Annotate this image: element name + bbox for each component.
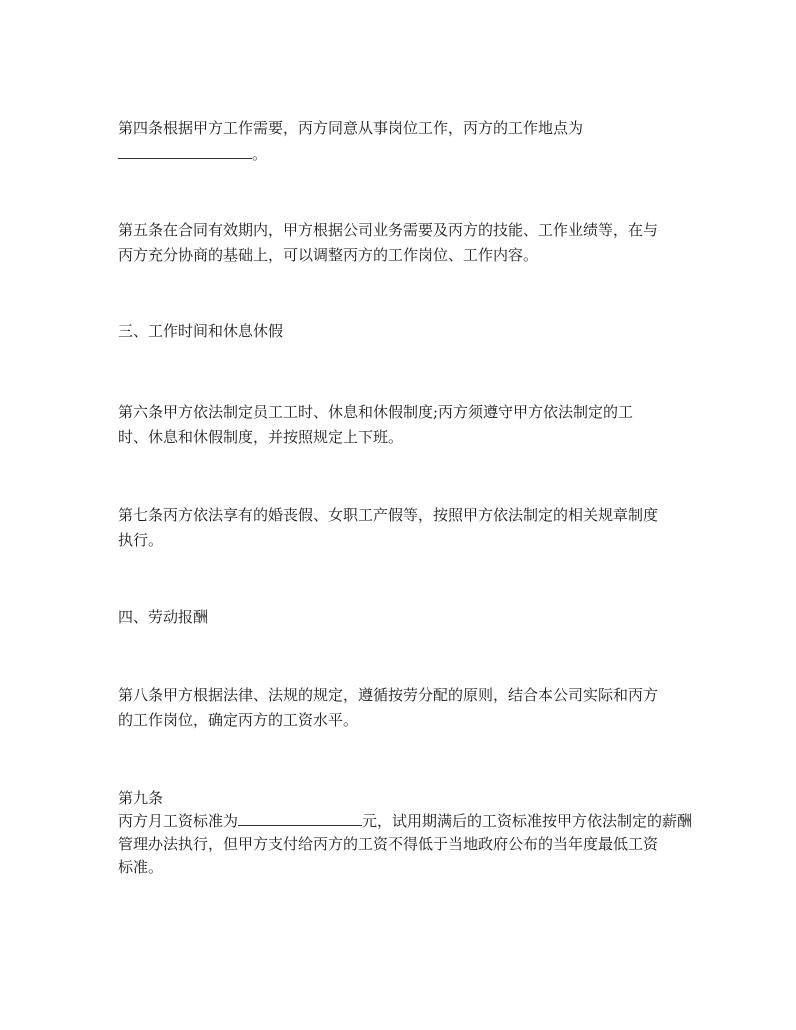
article-8-line-1: 第八条甲方根据法律、法规的规定，遵循按劳分配的原则，结合本公司实际和丙方 — [118, 686, 659, 704]
article-4-end-mark: 。 — [252, 145, 268, 163]
article-4-line-1: 第四条根据甲方工作需要，丙方同意从事岗位工作，丙方的工作地点为 — [118, 119, 584, 137]
article-9-line-3: 标准。 — [118, 858, 164, 876]
article-5-line-1: 第五条在合同有效期内，甲方根据公司业务需要及丙方的技能、工作业绩等，在与 — [118, 221, 659, 239]
article-7-line-2: 执行。 — [118, 531, 164, 549]
article-6-line-2: 时、休息和休假制度，并按照规定上下班。 — [118, 428, 404, 446]
article-8-line-2: 的工作岗位，确定丙方的工资水平。 — [118, 711, 359, 729]
article-6-line-1: 第六条甲方依法制定员工工时、休息和休假制度;丙方须遵守甲方依法制定的工 — [118, 403, 634, 421]
section-3-heading: 三、工作时间和休息休假 — [118, 322, 284, 340]
article-9-title: 第九条 — [118, 789, 164, 807]
section-4-heading: 四、劳动报酬 — [118, 608, 209, 626]
article-4-line-2 — [118, 143, 267, 165]
article-9-line-1-suffix: 元，试用期满后的工资标准按甲方依法制定的薪酬 — [362, 812, 693, 830]
article-9-line-1-prefix: 丙方月工资标准为 — [118, 812, 239, 830]
article-5-line-2: 丙方充分协商的基础上，可以调整丙方的工作岗位、工作内容。 — [118, 246, 539, 264]
monthly-wage-blank — [238, 811, 362, 826]
article-7-line-1: 第七条丙方依法享有的婚丧假、女职工产假等，按照甲方依法制定的相关规章制度 — [118, 506, 659, 524]
article-9-line-1 — [118, 810, 692, 832]
workplace-blank — [118, 144, 252, 159]
article-9-line-2: 管理办法执行，但甲方支付给丙方的工资不得低于当地政府公布的当年度最低工资 — [118, 835, 659, 853]
